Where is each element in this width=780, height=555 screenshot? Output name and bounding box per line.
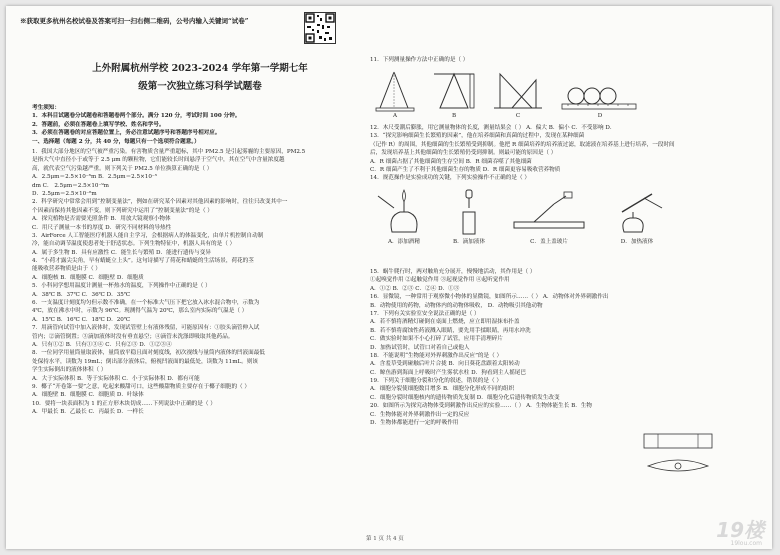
section-heading: 一、选择题（每题 2 分，共 40 分，每题只有一个选项符合题意。）: [32, 138, 200, 145]
question-line: 管内；②滴管倒置；③滴加液体时没有垂直悬空；④滴管未洗涤即吸取其他药品。: [32, 333, 234, 340]
measurement-figures: [374, 68, 642, 120]
question-line: [32, 433, 364, 441]
question-line: A．大于实际体积 B．等于实际体积 C．小于实际体积 D．都有可能: [32, 375, 200, 382]
question-line: 3．AirForce 人工智能医疗机器人能自主学习，会根据病人的体温变化，由单片机控制自动制: [32, 232, 264, 239]
question-line: （记作 R）的周围，其他细菌的生长繁殖受到抑制。他把 R 细菌培养的培养液过滤，取滤液在培养基上进行培养，一段时间: [370, 141, 675, 148]
question-line: 16．显微镜，一种常用于观察微小物体的显微镜，如图所示……（ ） A．动物体对外界刺激作出: [370, 294, 609, 301]
triangle-ruler-icon: [492, 68, 544, 112]
question-line: [32, 417, 364, 425]
question-line: A．探究植物是否需要光照条件 B．用放大镜观察小物体: [32, 216, 171, 223]
question-line: 后，发现培养基上其他细菌的生长繁殖仍受到抑制。则最可能的原因是（ ）: [370, 150, 557, 157]
question-line: 15．蜗牛爬行时，两对触角充分展开，慢慢地活动，其作用是（ ）: [370, 269, 536, 275]
question-line: A．属于多生物 B．具有应激性 C．能生长与繁殖 D．能进行遗传与变异: [32, 249, 211, 256]
question-line: 20．如图所示为探究动物体受到刺激作出反应的实验……（ ） A．生物体能生长 B．生物: [370, 403, 592, 410]
cover-slip-icon: [504, 186, 594, 238]
lab-operation-figures: [374, 186, 670, 246]
figure-label: A．添加酒精: [387, 239, 420, 245]
figure-add-alcohol: [374, 186, 434, 246]
figure-d: [558, 68, 642, 120]
question-line: [32, 442, 364, 450]
figure-label: B: [451, 113, 457, 119]
right-question-11: [370, 56, 750, 64]
question-line: A．38℃ B．37℃ C．36℃ D．35℃: [32, 291, 131, 298]
question-line: A．只有①② B．只有①③④ C．只有②③ D．①②③④: [32, 341, 172, 348]
question-line: C．R 细菌产生了不利于其他细菌生存的物质 D．R 细菌更容易吸收营养物质: [370, 166, 561, 173]
coin-ruler-icon: [558, 68, 642, 112]
question-line: [32, 467, 364, 475]
question-line: 高，就代表空气污染越严重。则下列关于 PM2.5 单位换算正确的是（ ）: [32, 165, 213, 172]
question-line: A．含羞草受到碰触后叶片合拢 B．向日葵花盘跟着太阳转动: [370, 361, 520, 368]
question-line: D．加热试管时，试管口对着自己或他人: [370, 344, 470, 351]
figure-label: D．加热液体: [620, 239, 654, 245]
question-line: A．细胞壁 B．细胞膜 C．细胞质 D．叶绿体: [32, 392, 144, 399]
instruction-item: 3．必须在答题卷的对应答题位置上，务必注意试题序号和答题序号相对应。: [32, 130, 221, 137]
question-line: [32, 458, 364, 466]
question-line: 9．椰子“开卷第一要”之意，吃起来酸甜可口，这些酸甜物质主要存在于椰子细胞的（ ）: [32, 383, 251, 390]
question-line: 1．我国大部分地区的空气被严重污染。有害物质含量严重超标，其中 PM2.5 是引起雾霾的主要原因，PM2.5: [32, 149, 306, 155]
question-line: [32, 492, 364, 500]
question-line: [32, 475, 364, 483]
question-line: C．做实验时如果不小心打碎了试管，应用手清理碎片: [370, 336, 503, 343]
question-line: A．2.5μm＝2.5×10⁻⁶m B．2.5μm＝2.5×10⁻⁵: [32, 174, 158, 181]
question-line: A．①② B．②③ C．②④ D．①③: [370, 285, 460, 292]
test-tube-heating-icon: [604, 186, 670, 238]
instructions-heading: 考生须知：: [32, 105, 60, 111]
question-line: 10．要将一块表面积为 1 的正方形木块切成……下列说法中正确的是（ ）: [32, 400, 216, 407]
figure-heat-liquid: [604, 186, 670, 246]
question-line: A．细胞分裂使细胞数目增多 B．细胞分化形成不同的组织: [370, 386, 515, 393]
instruction-item: 1．本科目试题卷分试题卷和答题卷两个部分。满分 120 分，考试时间 100 分钟。: [32, 113, 241, 120]
question-line: 5．小科同学想用温度计测量一杯热水的温度，下列操作中正确的是（ ）: [32, 283, 211, 290]
question-line: 4．“小荷才露尖尖角，早有蜻蜓立上头”。这句诗描写了荷花和蜻蜓的生活场景，荷花的茎: [32, 258, 254, 265]
cone-measure-icon: [430, 68, 478, 112]
figure-label: C: [515, 113, 521, 119]
question-line: B．动物使用的药物，动物体内的动物体吸收， D．动物吸引其他动物: [370, 302, 543, 309]
figure-drip-liquid: [444, 186, 494, 246]
page-number: 第 1 页 共 4 页: [366, 536, 404, 542]
qr-code-icon: [304, 12, 336, 44]
question-line: C．生物体能对外界刺激作出一定的反应: [370, 411, 470, 418]
question-line: 13．“探究影响细菌生长繁殖的因素”，他在培养细菌和真菌的过程中，发现在某种细菌: [370, 133, 585, 140]
question-line: 18．不能说明“生物能对外界刺激作出反应”的是（ ）: [370, 352, 503, 359]
question-line: C．鲸鱼游到海面上呼吸时产生雾状水柱 D．狗看到主人摇尾巴: [370, 369, 526, 376]
figure-cover-slip: [504, 186, 594, 246]
figure-b: [430, 68, 478, 120]
exam-title-line1: 上外附属杭州学校 2023-2024 学年第一学期七年: [92, 63, 308, 74]
exam-title-line2: 级第一次独立练习科学试题卷: [138, 81, 262, 92]
question-line: 11．下列测量操作方法中正确的是（ ）: [370, 57, 469, 63]
question-line: 14．规范操作是实验成功的关键，下列实验操作不正确的是（ ）: [370, 175, 530, 182]
question-line: 能吸收营养物质是由于（ ）: [32, 266, 101, 273]
top-note: ※获取更多杭州名校试卷及答案可扫一扫右侧二维码，公号内输入关键词“试卷”: [20, 17, 249, 25]
question-line: [32, 425, 364, 433]
alcohol-lamp-icon: [374, 186, 434, 238]
question-line: [32, 450, 364, 458]
figure-c: [492, 68, 544, 120]
site-watermark-url: 19lou.com: [730, 540, 762, 547]
question-line: 19．下列关于细胞分裂和分化的叙述，错误的是（ ）: [370, 378, 502, 385]
question-line: A．细胞核 B．细胞膜 C．细胞壁 D．细胞质: [32, 274, 144, 281]
question-line: A．若不慎将酒精灯碰倒在桌面上燃烧，应立即用湿抹布扑盖: [370, 319, 520, 326]
question-line: 处保持水平，读数为 19mL；倒出部分液体后，俯视凹液面的最低处，读数为 11mL。则该: [32, 358, 259, 365]
question-line: 是指大气中直径小于或等于 2.5 μm 的颗粒物，它们能较长时间悬浮于空气中，其在空气中含量浓度越: [32, 157, 285, 164]
question-line: D．2.5μm＝2.5×10⁻⁶m: [32, 190, 97, 197]
figure-label: D: [597, 113, 603, 119]
instruction-item: 2．答题前，必须在答题卷上填写学校、姓名和学号。: [32, 121, 165, 128]
question-line: D．生物体都能进行一定的呼吸作用: [370, 420, 459, 427]
right-question-list-bottom: [370, 268, 750, 427]
question-line: A．R 细菌占据了其他细菌的生存空间 B．R 细菌吞噬了其他细菌: [370, 158, 532, 165]
ruler-measure-icon: [374, 68, 416, 112]
question-line: 8．一位同学用量筒量取液体，量筒放平稳且面对刻度线，初次视线与量筒内液体的凹液面最低: [32, 350, 265, 357]
question-line: 学生实际倒出的液体体积（ ）: [32, 367, 107, 374]
question-line: 6．一支温度计刻度均匀但示数不准确，在一个标准大气压下把它放入冰水混合物中，示数为: [32, 300, 260, 307]
question-line: A．15℃ B．16℃ C．18℃ D．20℃: [32, 316, 131, 323]
question-line: 12．木尺受潮后膨胀，用它测量物体的长度，测量结果会（ ） A．偏大 B．偏小 C．不受影响 D．: [370, 125, 616, 131]
question-line: [32, 484, 364, 492]
figure-label: A: [392, 113, 398, 119]
question-line: 个因素而保持其他因素不变，则下列研究中运用了“控制变量法”的是（ ）: [32, 207, 213, 214]
dropper-icon: [444, 186, 494, 238]
instructions: [32, 104, 364, 146]
question-line: 冷，能自动调节温度使患者处于舒适状态。下列生物特征中，机器人具有的是（ ）: [32, 241, 236, 248]
experiment-diagram-icon: [638, 424, 718, 480]
question-line: 17．下列有关实验室安全说法正确的是（ ）: [370, 310, 480, 317]
exam-paper: [6, 6, 772, 549]
question-line: C．细胞分裂时细胞核内的遗传物质先复制 D．细胞分化后遗传物质发生改变: [370, 394, 560, 401]
question-line: B．若不慎将腐蚀性药液溅入眼睛，要先用手揉眼睛，再用水冲洗: [370, 327, 531, 334]
right-question-list-mid: [370, 124, 750, 183]
figure-label: B．滴加液体: [452, 239, 486, 245]
question-line: 4℃，放在沸水中时，示数为 96℃。现测得气温为 20℃，那么室内实际的气温是（ ）: [32, 308, 248, 315]
figure-label: C．盖上盖玻片: [530, 239, 568, 245]
question-line: 7．用滴管向试管中加入液体时，发现试管壁上有液体残留，可能原因有：①胶头滴管伸入试: [32, 325, 260, 332]
question-line: A．甲最长 B．乙最长 C．丙最长 D．一样长: [32, 409, 144, 416]
question-line: ①起嗅觉作用 ②起触觉作用 ③起视觉作用 ④起听觉作用: [370, 277, 510, 284]
question-line: dm C． 2.5μm＝2.5×10⁻⁹m: [32, 182, 109, 189]
left-question-list: [32, 148, 364, 509]
question-line: [32, 500, 364, 508]
question-line: 2．科学研究中常常会用到“控制变量法”，例如在研究某个因素对其他因素的影响时，往往只改变其中一: [32, 199, 288, 206]
figure-a: [374, 68, 416, 120]
site-watermark: 19楼: [716, 518, 764, 542]
question-line: C．用尺子测量一本书的厚度 D．研究不同材料的导热性: [32, 224, 172, 231]
